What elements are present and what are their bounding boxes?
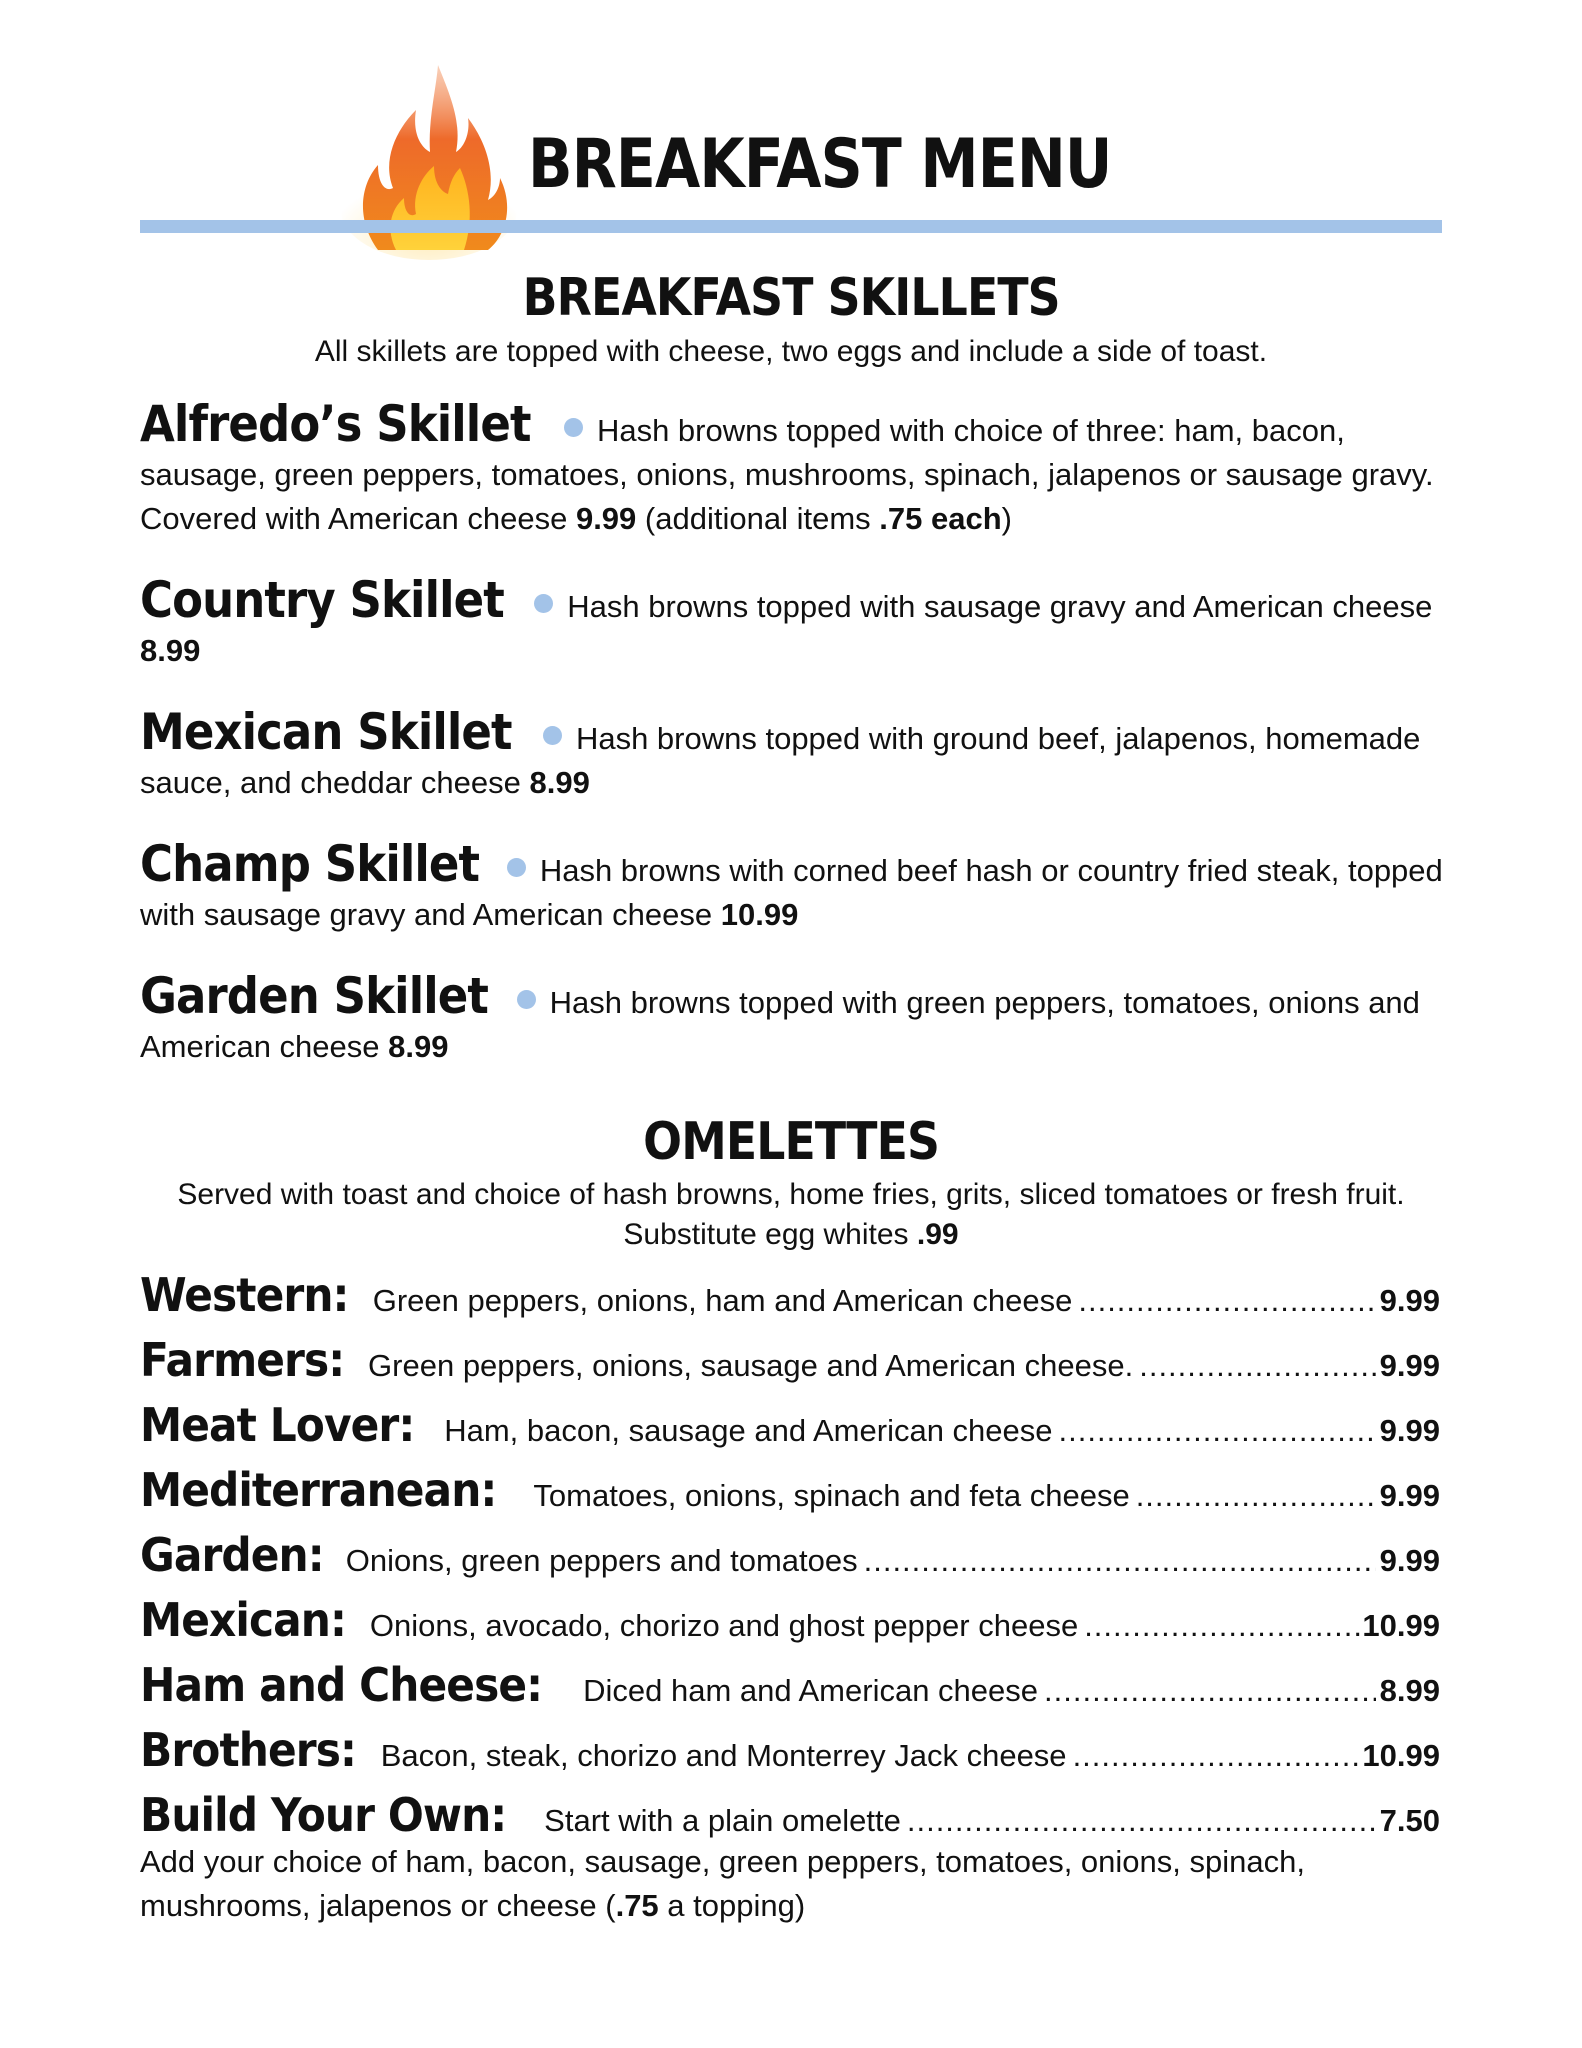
menu-item-omelette [140,1528,1440,1588]
omelettes-note: Served with toast and choice of hash browns, home fries, grits, sliced tomatoes or fresh fruit. Substitute egg whites .99 [177,1178,1405,1251]
menu-item-skillet [140,571,1445,673]
dot-leader [901,1803,1376,1839]
item-name: Brothers: [140,1723,356,1777]
bullet-icon [543,726,562,745]
item-price: 8.99 [140,633,201,668]
bullet-icon [517,990,536,1009]
item-name: Meat Lover: [140,1398,415,1452]
menu-item-omelette [140,1593,1440,1653]
item-description: Start with a plain omelette [544,1803,901,1838]
menu-item-skillet [140,703,1445,805]
item-price: 8.99 [388,1029,449,1064]
addon-price: .75 [615,1888,659,1923]
item-name: Alfredo’s Skillet [140,395,531,453]
item-name: Mexican Skillet [140,703,512,761]
item-description: Onions, avocado, chorizo and ghost pepper cheese [369,1608,1079,1643]
menu-item-omelette [140,1333,1440,1393]
bullet-icon [534,594,553,613]
menu-item-omelette [140,1723,1440,1783]
item-description: Hash browns topped with green peppers, tomatoes, onions and American cheese [140,985,1420,1064]
skillets-note: All skillets are topped with cheese, two eggs and include a side of toast. [314,335,1268,368]
item-description: Hash browns topped with choice of three: ham, bacon, sausage, green peppers, tomatoes, onions, mushrooms, spinach, jalapenos or sausage gravy. Covered with American cheese [140,413,1434,536]
menu-item-omelette [140,1268,1440,1328]
item-description: Bacon, steak, chorizo and Monterrey Jack cheese [380,1738,1067,1773]
item-price: 9.99 [1379,1543,1440,1578]
item-price: 8.99 [1379,1673,1440,1708]
item-description: Onions, green peppers and tomatoes [345,1543,858,1578]
omelette-addons-note: Add your choice of ham, bacon, sausage, green peppers, tomatoes, onions, spinach, mushrooms, jalapenos or cheese (.75 a topping) [140,1844,1305,1923]
menu-item-omelette [140,1463,1440,1523]
item-price: 10.99 [1362,1738,1440,1773]
item-description: Green peppers, onions, sausage and American cheese. [368,1348,1134,1383]
item-description: Hash browns topped with sausage gravy and American cheese [567,589,1433,624]
dot-leader [1067,1738,1363,1774]
dot-leader [1072,1283,1376,1319]
item-description: Diced ham and American cheese [583,1673,1039,1708]
dot-leader [1130,1478,1376,1514]
dot-leader [1038,1673,1376,1709]
item-name: Build Your Own: [140,1788,507,1842]
dot-leader [1078,1608,1362,1644]
item-name: Champ Skillet [140,835,480,893]
bullet-icon [564,418,583,437]
item-description: Green peppers, onions, ham and American cheese [372,1283,1073,1318]
item-price: 9.99 [1379,1478,1440,1513]
omelettes-heading: OMELETTES [643,1112,939,1172]
item-extra: (additional items [644,501,871,536]
item-name: Garden: [140,1528,324,1582]
page-title: BREAKFAST MENU [528,125,1112,204]
item-name: Mediterranean: [140,1463,497,1517]
item-name: Country Skillet [140,571,504,629]
item-price: 9.99 [1379,1283,1440,1318]
item-extra-price: .75 each [879,501,1002,536]
item-description: Hash browns with corned beef hash or country fried steak, topped with sausage gravy and American cheese [140,853,1443,932]
item-price: 8.99 [529,765,590,800]
item-name: Garden Skillet [140,967,488,1025]
skillets-heading: BREAKFAST SKILLETS [522,268,1060,328]
dot-leader [1133,1348,1376,1384]
menu-item-omelette [140,1398,1440,1458]
item-description: Ham, bacon, sausage and American cheese [444,1413,1053,1448]
item-price: 9.99 [575,501,637,536]
item-name: Ham and Cheese: [140,1658,543,1712]
dot-leader [1053,1413,1376,1449]
menu-item-omelette [140,1658,1440,1718]
item-extra-close: ) [1001,501,1012,536]
menu-item-skillet [140,967,1445,1069]
item-name: Mexican: [140,1593,346,1647]
note-price: .99 [916,1218,959,1251]
item-price: 7.50 [1379,1803,1440,1838]
bullet-icon [507,858,526,877]
menu-item-skillet [140,835,1445,937]
item-name: Western: [140,1268,349,1322]
item-price: 9.99 [1379,1348,1440,1383]
menu-item-omelette [140,1788,1440,1848]
dot-leader [858,1543,1376,1579]
menu-item-skillet [140,395,1445,541]
item-price: 10.99 [1362,1608,1440,1643]
item-price: 10.99 [720,897,799,932]
item-description: Hash browns topped with ground beef, jalapenos, homemade sauce, and cheddar cheese [140,721,1421,800]
item-price: 9.99 [1379,1413,1440,1448]
item-name: Farmers: [140,1333,345,1387]
header-divider [140,220,1442,233]
item-description: Tomatoes, onions, spinach and feta cheese [533,1478,1130,1513]
